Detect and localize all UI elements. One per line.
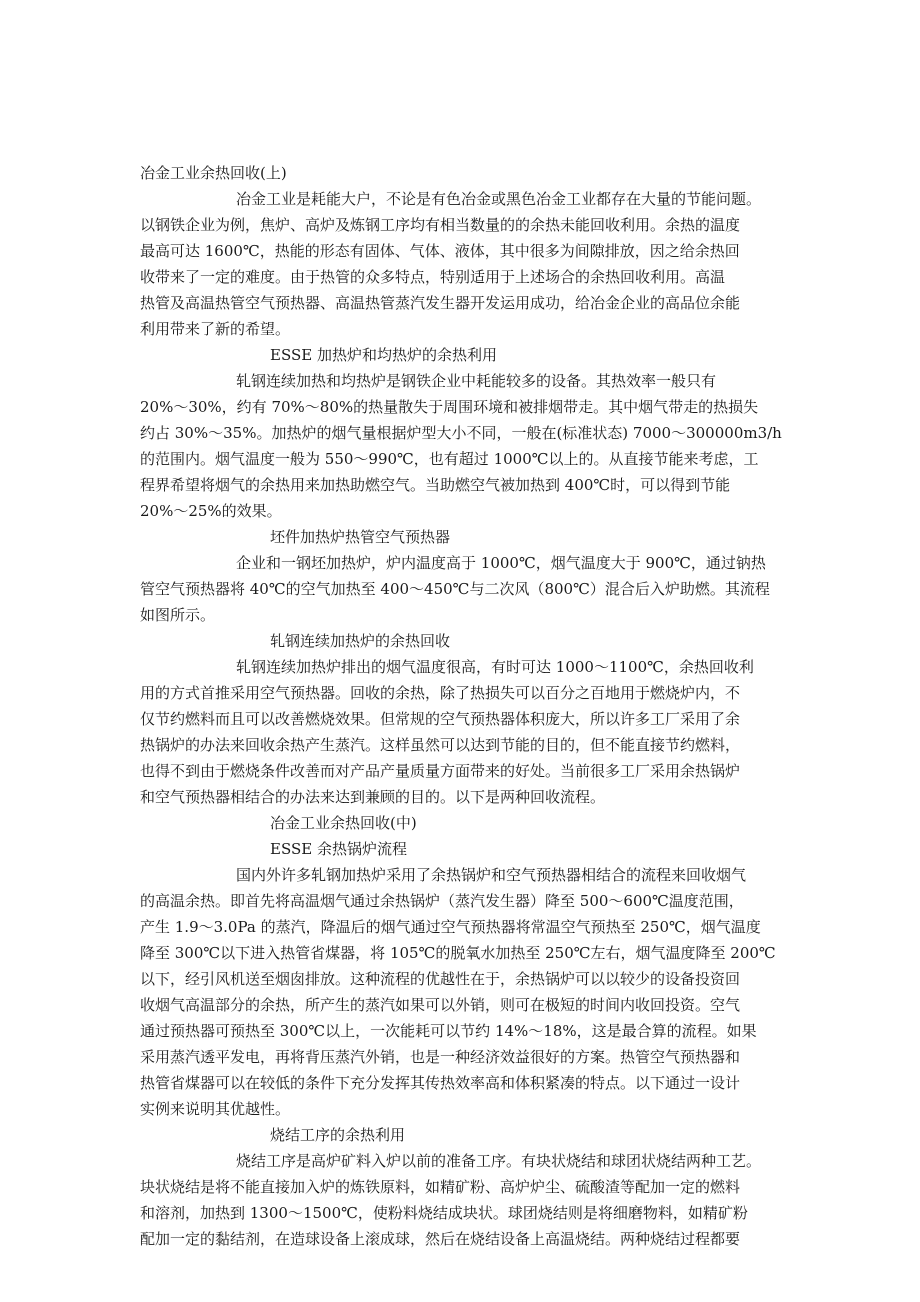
paragraph-line: 的范围内。烟气温度一般为 550～990℃，也有超过 1000℃以上的。从直接节能来考虑，工 bbox=[140, 450, 759, 468]
paragraph-line: 烧结工序是高炉矿料入炉以前的准备工序。有块状烧结和球团状烧结两种工艺。 bbox=[236, 1152, 762, 1170]
section-heading: ESSE 加热炉和均热炉的余热利用 bbox=[270, 346, 497, 364]
paragraph-line: 和溶剂，加热到 1300～1500℃，使粉料烧结成块状。球团烧结则是将细磨物料，如精矿粉 bbox=[140, 1204, 748, 1222]
paragraph-line: 以下，经引风机送至烟囱排放。这种流程的优越性在于，余热锅炉可以以较少的设备投资回 bbox=[140, 970, 741, 988]
paragraph-line: 轧钢连续加热和均热炉是钢铁企业中耗能较多的设备。其热效率一般只有 bbox=[236, 372, 717, 390]
document-title: 冶金工业余热回收(上) bbox=[140, 164, 287, 182]
paragraph-line: 20%～25%的效果。 bbox=[140, 502, 282, 520]
paragraph-line: 国内外许多轧钢加热炉采用了余热锅炉和空气预热器相结合的流程来回收烟气 bbox=[236, 866, 747, 884]
paragraph-line: 热管及高温热管空气预热器、高温热管蒸汽发生器开发运用成功，给冶金企业的高品位余能 bbox=[140, 294, 741, 312]
paragraph-line: 采用蒸汽透平发电，再将背压蒸汽外销，也是一种经济效益很好的方案。热管空气预热器和 bbox=[140, 1048, 741, 1066]
section-heading: ESSE 余热锅炉流程 bbox=[270, 840, 407, 858]
paragraph-line: 仅节约燃料而且可以改善燃烧效果。但常规的空气预热器体积庞大，所以许多工厂采用了余 bbox=[140, 710, 741, 728]
paragraph-line: 20%～30%，约有 70%～80%的热量散失于周围环境和被排烟带走。其中烟气带走的热损失 bbox=[140, 398, 759, 416]
paragraph-line: 块状烧结是将不能直接加入炉的炼铁原料，如精矿粉、高炉炉尘、硫酸渣等配加一定的燃料 bbox=[140, 1178, 741, 1196]
paragraph-line: 热管省煤器可以在较低的条件下充分发挥其传热效率高和体积紧凑的特点。以下通过一设计 bbox=[140, 1074, 741, 1092]
paragraph-line: 如图所示。 bbox=[140, 606, 216, 624]
document-page bbox=[140, 160, 794, 1252]
paragraph-line: 轧钢连续加热炉排出的烟气温度很高，有时可达 1000～1100℃，余热回收利 bbox=[236, 658, 754, 676]
paragraph-line: 收带来了一定的难度。由于热管的众多特点，特别适用于上述场合的余热回收利用。高温 bbox=[140, 268, 726, 286]
paragraph-line: 通过预热器可预热至 300℃以上，一次能耗可以节约 14%～18%，这是最合算的流程。如果 bbox=[140, 1022, 757, 1040]
paragraph-line: 热锅炉的办法来回收余热产生蒸汽。这样虽然可以达到节能的目的，但不能直接节约燃料， bbox=[140, 736, 741, 754]
paragraph-line: 管空气预热器将 40℃的空气加热至 400～450℃与二次风（800℃）混合后入炉助燃。其流程 bbox=[140, 580, 770, 598]
section-heading: 冶金工业余热回收(中) bbox=[270, 814, 417, 832]
paragraph-line: 利用带来了新的希望。 bbox=[140, 320, 291, 338]
paragraph-line: 和空气预热器相结合的办法来达到兼顾的目的。以下是两种回收流程。 bbox=[140, 788, 606, 806]
paragraph-line: 实例来说明其优越性。 bbox=[140, 1100, 291, 1118]
section-heading: 坯件加热炉热管空气预热器 bbox=[270, 528, 451, 546]
paragraph-line: 的高温余热。即首先将高温烟气通过余热锅炉（蒸汽发生器）降至 500～600℃温度范围， bbox=[140, 892, 744, 910]
paragraph-line: 程界希望将烟气的余热用来加热助燃空气。当助燃空气被加热到 400℃时，可以得到节能 bbox=[140, 476, 731, 494]
paragraph-line: 产生 1.9～3.0Pa 的蒸汽，降温后的烟气通过空气预热器将常温空气预热至 250℃，烟气温度 bbox=[140, 918, 761, 936]
paragraph-line: 冶金工业是耗能大户，不论是有色冶金或黑色冶金工业都存在大量的节能问题。 bbox=[236, 190, 762, 208]
paragraph-line: 也得不到由于燃烧条件改善而对产品产量质量方面带来的好处。当前很多工厂采用余热锅炉 bbox=[140, 762, 741, 780]
paragraph-line: 最高可达 1600℃，热能的形态有固体、气体、液体，其中很多为间隙排放，因之给余热回 bbox=[140, 242, 740, 260]
paragraph-line: 配加一定的黏结剂，在造球设备上滚成球，然后在烧结设备上高温烧结。两种烧结过程都要 bbox=[140, 1230, 741, 1248]
paragraph-line: 收烟气高温部分的余热，所产生的蒸汽如果可以外销，则可在极短的时间内收回投资。空气 bbox=[140, 996, 741, 1014]
paragraph-line: 约占 30%～35%。加热炉的烟气量根据炉型大小不同，一般在(标准状态) 7000～300000m3/h bbox=[140, 424, 782, 442]
paragraph-line: 以钢铁企业为例，焦炉、高炉及炼钢工序均有相当数量的的余热未能回收利用。余热的温度 bbox=[140, 216, 741, 234]
paragraph-line: 用的方式首推采用空气预热器。回收的余热，除了热损失可以百分之百地用于燃烧炉内，不 bbox=[140, 684, 741, 702]
section-heading: 轧钢连续加热炉的余热回收 bbox=[270, 632, 451, 650]
section-heading: 烧结工序的余热利用 bbox=[270, 1126, 406, 1144]
paragraph-line: 降至 300℃以下进入热管省煤器，将 105℃的脱氧水加热至 250℃左右，烟气温度降至 200℃ bbox=[140, 944, 776, 962]
paragraph-line: 企业和一钢坯加热炉，炉内温度高于 1000℃，烟气温度大于 900℃，通过钠热 bbox=[236, 554, 766, 572]
